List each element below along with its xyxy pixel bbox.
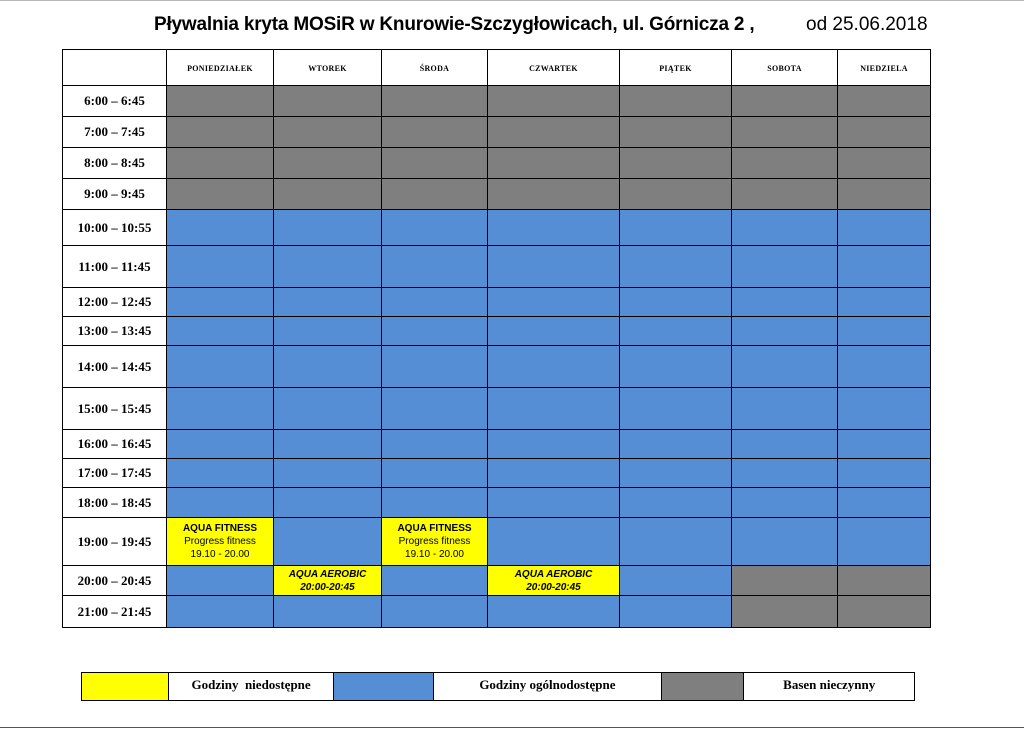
slot-public-wednesday xyxy=(382,288,488,317)
legend-swatch-public xyxy=(334,673,434,700)
aqua-fitness-subtitle: Progress fitness xyxy=(398,536,471,547)
slot-public-tuesday xyxy=(274,346,382,388)
slot-closed-thursday xyxy=(488,148,620,179)
slot-public-monday xyxy=(167,596,274,628)
slot-closed-saturday xyxy=(732,596,838,628)
slot-closed-saturday xyxy=(732,117,838,148)
slot-public-friday xyxy=(620,596,732,628)
slot-public-friday xyxy=(620,430,732,459)
slot-public-tuesday xyxy=(274,518,382,566)
schedule-row xyxy=(63,117,931,148)
slot-public-saturday xyxy=(732,246,838,288)
aqua-aerobic-time: 20:00-20:45 xyxy=(526,581,581,593)
slot-public-sunday xyxy=(838,459,931,488)
schedule-row xyxy=(63,210,931,246)
slot-public-friday xyxy=(620,288,732,317)
slot-public-wednesday xyxy=(382,246,488,288)
slot-public-tuesday xyxy=(274,210,382,246)
page-bottom-border xyxy=(0,727,1024,728)
legend xyxy=(81,672,915,701)
time-slot-label: 9:00 – 9:45 xyxy=(63,179,167,210)
slot-public-wednesday xyxy=(382,346,488,388)
slot-public-monday xyxy=(167,210,274,246)
aqua-aerobic-title: AQUA AEROBIC xyxy=(288,568,367,580)
slot-closed-monday xyxy=(167,179,274,210)
slot-public-tuesday xyxy=(274,288,382,317)
time-slot-label: 13:00 – 13:45 xyxy=(63,317,167,346)
slot-public-friday xyxy=(620,246,732,288)
aqua-aerobic-time: 20:00-20:45 xyxy=(300,581,355,593)
time-slot-label: 6:00 – 6:45 xyxy=(63,86,167,117)
header-row xyxy=(63,50,931,86)
time-slot-label: 12:00 – 12:45 xyxy=(63,288,167,317)
slot-closed-sunday xyxy=(838,117,931,148)
slot-closed-thursday xyxy=(488,86,620,117)
slot-public-monday xyxy=(167,459,274,488)
schedule-row xyxy=(63,488,931,518)
slot-closed-friday xyxy=(620,117,732,148)
slot-public-sunday xyxy=(838,210,931,246)
title-text: Pływalnia kryta MOSiR w Knurowie-Szczygłowicach, ul. Górnicza 2 , xyxy=(154,14,755,35)
slot-public-friday xyxy=(620,317,732,346)
slot-aqua-fitness-monday xyxy=(167,518,274,566)
effective-date: od 25.06.2018 xyxy=(806,14,928,35)
slot-public-tuesday xyxy=(274,596,382,628)
slot-closed-sunday xyxy=(838,596,931,628)
slot-public-thursday xyxy=(488,288,620,317)
day-header-thursday: czwartek xyxy=(488,50,620,86)
slot-closed-friday xyxy=(620,179,732,210)
slot-public-friday xyxy=(620,518,732,566)
slot-public-friday xyxy=(620,566,732,596)
time-slot-label: 11:00 – 11:45 xyxy=(63,246,167,288)
slot-public-thursday xyxy=(488,430,620,459)
slot-closed-tuesday xyxy=(274,117,382,148)
slot-public-thursday xyxy=(488,596,620,628)
slot-closed-saturday xyxy=(732,179,838,210)
slot-public-sunday xyxy=(838,246,931,288)
time-slot-label: 19:00 – 19:45 xyxy=(63,518,167,566)
slot-public-tuesday xyxy=(274,430,382,459)
slot-closed-friday xyxy=(620,86,732,117)
slot-aqua-aerobic-tuesday xyxy=(274,566,382,596)
slot-public-saturday xyxy=(732,488,838,518)
slot-public-sunday xyxy=(838,518,931,566)
time-slot-label: 7:00 – 7:45 xyxy=(63,117,167,148)
slot-public-wednesday xyxy=(382,210,488,246)
slot-public-saturday xyxy=(732,388,838,430)
slot-closed-tuesday xyxy=(274,86,382,117)
slot-public-thursday xyxy=(488,459,620,488)
time-slot-label: 15:00 – 15:45 xyxy=(63,388,167,430)
slot-closed-tuesday xyxy=(274,148,382,179)
page-title xyxy=(154,11,944,39)
aqua-aerobic-title: AQUA AEROBIC xyxy=(514,568,593,580)
slot-public-sunday xyxy=(838,488,931,518)
schedule-row xyxy=(63,388,931,430)
slot-closed-saturday xyxy=(732,86,838,117)
schedule-row xyxy=(63,86,931,117)
slot-public-wednesday xyxy=(382,317,488,346)
day-header-tuesday: wtorek xyxy=(274,50,382,86)
day-header-sunday: niedziela xyxy=(838,50,931,86)
slot-closed-sunday xyxy=(838,86,931,117)
schedule-row xyxy=(63,317,931,346)
schedule-row xyxy=(63,518,931,566)
schedule-row xyxy=(63,566,931,596)
time-slot-label: 16:00 – 16:45 xyxy=(63,430,167,459)
slot-closed-wednesday xyxy=(382,148,488,179)
day-header-saturday: sobota xyxy=(732,50,838,86)
legend-label-closed: Basen nieczynny xyxy=(783,677,876,692)
legend-swatch-closed xyxy=(662,673,745,700)
slot-closed-thursday xyxy=(488,179,620,210)
slot-public-tuesday xyxy=(274,317,382,346)
slot-public-wednesday xyxy=(382,566,488,596)
slot-public-saturday xyxy=(732,317,838,346)
slot-public-tuesday xyxy=(274,246,382,288)
slot-public-wednesday xyxy=(382,430,488,459)
schedule-row xyxy=(63,596,931,628)
slot-public-saturday xyxy=(732,210,838,246)
slot-closed-sunday xyxy=(838,566,931,596)
slot-public-saturday xyxy=(732,346,838,388)
slot-public-thursday xyxy=(488,317,620,346)
slot-closed-wednesday xyxy=(382,117,488,148)
slot-closed-wednesday xyxy=(382,86,488,117)
slot-public-monday xyxy=(167,430,274,459)
slot-public-monday xyxy=(167,288,274,317)
legend-label-unavailable: Godziny niedostępne xyxy=(169,673,335,700)
slot-public-thursday xyxy=(488,246,620,288)
slot-public-thursday xyxy=(488,388,620,430)
aqua-fitness-title: AQUA FITNESS xyxy=(182,523,258,534)
slot-closed-monday xyxy=(167,117,274,148)
schedule-body xyxy=(63,86,931,628)
slot-closed-saturday xyxy=(732,566,838,596)
slot-public-tuesday xyxy=(274,388,382,430)
slot-public-thursday xyxy=(488,346,620,388)
slot-public-thursday xyxy=(488,488,620,518)
slot-public-sunday xyxy=(838,430,931,459)
time-slot-label: 20:00 – 20:45 xyxy=(63,566,167,596)
schedule-table xyxy=(62,49,931,628)
slot-public-monday xyxy=(167,388,274,430)
slot-public-wednesday xyxy=(382,596,488,628)
slot-public-friday xyxy=(620,459,732,488)
slot-public-wednesday xyxy=(382,459,488,488)
time-slot-label: 17:00 – 17:45 xyxy=(63,459,167,488)
slot-public-friday xyxy=(620,210,732,246)
slot-public-tuesday xyxy=(274,488,382,518)
slot-aqua-aerobic-thursday xyxy=(488,566,620,596)
time-slot-label: 18:00 – 18:45 xyxy=(63,488,167,518)
slot-public-saturday xyxy=(732,430,838,459)
schedule-row xyxy=(63,459,931,488)
time-slot-label: 14:00 – 14:45 xyxy=(63,346,167,388)
schedule-row xyxy=(63,246,931,288)
slot-public-wednesday xyxy=(382,488,488,518)
slot-public-friday xyxy=(620,488,732,518)
slot-public-monday xyxy=(167,246,274,288)
slot-public-saturday xyxy=(732,288,838,317)
slot-public-thursday xyxy=(488,518,620,566)
slot-closed-saturday xyxy=(732,148,838,179)
slot-public-sunday xyxy=(838,346,931,388)
time-slot-label: 10:00 – 10:55 xyxy=(63,210,167,246)
slot-public-thursday xyxy=(488,210,620,246)
schedule-row xyxy=(63,346,931,388)
slot-public-monday xyxy=(167,317,274,346)
slot-public-sunday xyxy=(838,288,931,317)
corner-cell xyxy=(63,50,167,86)
slot-closed-friday xyxy=(620,148,732,179)
legend-label-public: Godziny ogólnodostępne xyxy=(434,673,661,700)
slot-closed-monday xyxy=(167,86,274,117)
slot-public-saturday xyxy=(732,459,838,488)
slot-closed-monday xyxy=(167,148,274,179)
legend-swatch-unavailable xyxy=(82,673,169,700)
aqua-fitness-title: AQUA FITNESS xyxy=(397,523,472,534)
slot-closed-thursday xyxy=(488,117,620,148)
aqua-fitness-subtitle: Progress fitness xyxy=(184,536,256,547)
page-top-border xyxy=(0,0,1024,1)
slot-public-monday xyxy=(167,346,274,388)
slot-closed-sunday xyxy=(838,179,931,210)
slot-closed-tuesday xyxy=(274,179,382,210)
slot-public-sunday xyxy=(838,388,931,430)
aqua-fitness-time: 19.10 - 20.00 xyxy=(405,549,464,560)
slot-public-friday xyxy=(620,388,732,430)
day-header-friday: piątek xyxy=(620,50,732,86)
schedule-row xyxy=(63,288,931,317)
slot-public-monday xyxy=(167,488,274,518)
slot-public-tuesday xyxy=(274,459,382,488)
aqua-fitness-time: 19.10 - 20.00 xyxy=(190,549,250,560)
slot-public-wednesday xyxy=(382,388,488,430)
slot-public-friday xyxy=(620,346,732,388)
slot-closed-sunday xyxy=(838,148,931,179)
schedule-row xyxy=(63,179,931,210)
day-header-wednesday: środa xyxy=(382,50,488,86)
slot-aqua-fitness-wednesday xyxy=(382,518,488,566)
time-slot-label: 8:00 – 8:45 xyxy=(63,148,167,179)
slot-public-sunday xyxy=(838,317,931,346)
time-slot-label: 21:00 – 21:45 xyxy=(63,596,167,628)
schedule-row xyxy=(63,148,931,179)
slot-public-saturday xyxy=(732,518,838,566)
slot-closed-wednesday xyxy=(382,179,488,210)
schedule-row xyxy=(63,430,931,459)
slot-public-monday xyxy=(167,566,274,596)
day-header-monday: poniedziałek xyxy=(167,50,274,86)
